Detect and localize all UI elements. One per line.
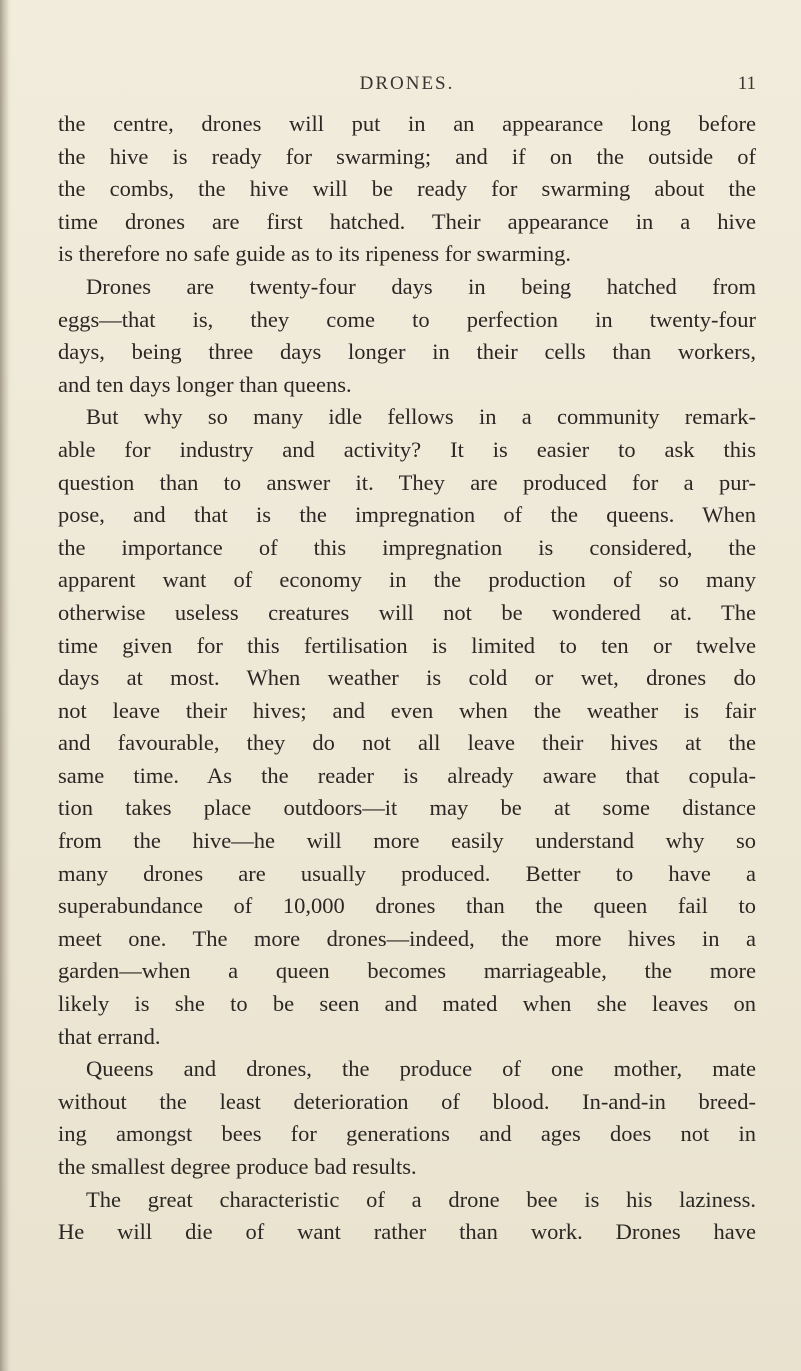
text-line: time drones are first hatched. Their appearance in a hive (58, 208, 756, 234)
text-line: the hive is ready for swarming; and if on the outside of (58, 143, 756, 169)
text-line: ing amongst bees for generations and ages does not in (58, 1121, 756, 1147)
text-line: meet one. The more drones—indeed, the more hives in a (58, 925, 756, 951)
text-line: But why so many idle fellows in a community remark- (86, 404, 756, 430)
text-line: the combs, the hive will be ready for swarming about the (58, 176, 756, 202)
text-line: time given for this fertilisation is limited to ten or twelve (58, 632, 756, 658)
text-line: Drones are twenty-four days in being hatched from (86, 273, 756, 299)
text-line: The great characteristic of a drone bee is his laziness. (86, 1186, 756, 1212)
text-line: and ten days longer than queens. (58, 371, 352, 397)
text-line: tion takes place outdoors—it may be at some distance (58, 795, 756, 821)
text-line: that errand. (58, 1023, 161, 1049)
text-line: days at most. When weather is cold or wet, drones do (58, 665, 756, 691)
text-line: not leave their hives; and even when the weather is fair (58, 697, 756, 723)
text-line: question than to answer it. They are produced for a pur- (58, 469, 756, 495)
text-line: Queens and drones, the produce of one mother, mate (86, 1056, 756, 1082)
text-line: the smallest degree produce bad results. (58, 1154, 417, 1179)
text-line: the centre, drones will put in an appearance long before (58, 111, 756, 136)
text-line: from the hive—he will more easily understand why so (58, 828, 756, 854)
text-line: the importance of this impregnation is considered, the (58, 534, 756, 560)
text-line: able for industry and activity? It is easier to ask this (58, 436, 756, 462)
text-line: days, being three days longer in their cells than workers, (58, 339, 756, 365)
text-line: He will die of want rather than work. Drones have (58, 1219, 756, 1245)
text-line: garden—when a queen becomes marriageable, the more (58, 958, 756, 984)
text-line: otherwise useless creatures will not be wondered at. The (58, 599, 756, 625)
running-head (58, 73, 756, 103)
body-text (58, 108, 756, 1249)
page-number: 11 (737, 73, 756, 94)
text-line: many drones are usually produced. Better to have a (58, 860, 756, 886)
text-line: apparent want of economy in the production of so many (58, 567, 756, 593)
text-line: eggs—that is, they come to perfection in twenty-four (58, 306, 756, 332)
text-line: same time. As the reader is already aware that copula- (58, 762, 756, 788)
binding-edge (0, 0, 9, 1371)
text-line: is therefore no safe guide as to its ripeness for swarming. (58, 241, 571, 267)
text-line: and favourable, they do not all leave their hives at the (58, 730, 756, 756)
text-line: likely is she to be seen and mated when she leaves on (58, 991, 756, 1017)
running-title: DRONES. (359, 73, 455, 94)
text-line: pose, and that is the impregnation of the queens. When (58, 502, 756, 528)
text-line: without the least deterioration of blood. In-and-in breed- (58, 1088, 756, 1114)
text-line: superabundance of 10,000 drones than the queen fail to (58, 893, 756, 919)
